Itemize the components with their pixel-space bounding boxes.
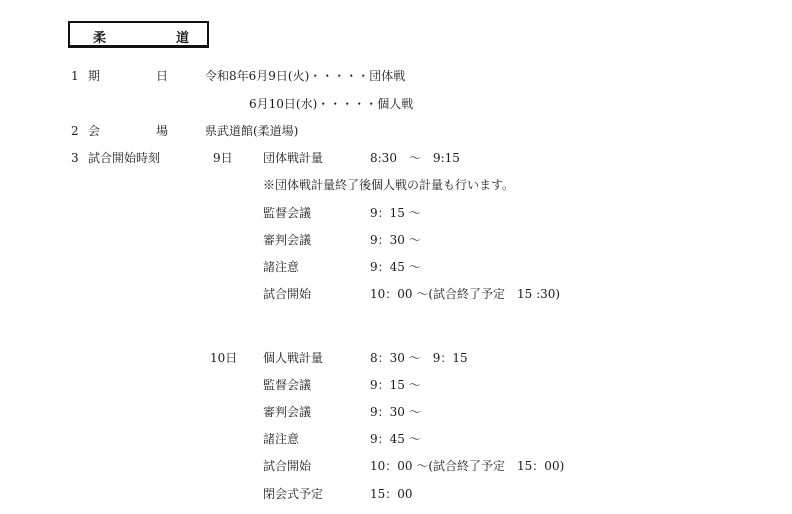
item-2-number: 2	[71, 124, 79, 138]
day-1-row-time: 8:30 ～ 9:15	[370, 151, 460, 165]
day-2-row-time: 10：00 ～(試合終了予定 15：00)	[370, 459, 565, 473]
day-1-row-name: 審判会議	[263, 233, 312, 247]
item-3-number: 3	[71, 151, 79, 165]
item-1-number: 1	[71, 69, 79, 83]
day-1-note: ※団体戦計量終了後個人戦の計量も行います。	[263, 178, 515, 192]
day-2-row-time: 15：00	[370, 487, 413, 501]
period-line-1: 令和8年6月9日(火)・・・・・団体戦	[205, 69, 406, 83]
day-1-row-name: 監督会議	[263, 206, 312, 220]
day-2-row-time: 9：15 ～	[370, 378, 421, 392]
day-1-label: 9日	[213, 151, 233, 165]
day-1-row-name: 団体戦計量	[263, 151, 324, 165]
day-1-row-name: 諸注意	[263, 260, 300, 274]
day-1-row-time: 10：00 ～(試合終了予定 15 :30)	[370, 287, 561, 301]
item-2-label-part-2: 場	[156, 124, 169, 138]
day-2-row-time: 9：45 ～	[370, 432, 421, 446]
title-char-2: 道	[176, 31, 190, 46]
day-2-row-time: 8：30 ～ 9：15	[370, 351, 468, 365]
title-char-1: 柔	[93, 31, 107, 46]
item-1-label-part-1: 期	[88, 69, 101, 83]
item-3-label: 試合開始時刻	[88, 151, 161, 165]
day-1-row-time: 9：15 ～	[370, 206, 421, 220]
day-2-row-name: 閉会式予定	[263, 487, 324, 501]
day-2-row-name: 監督会議	[263, 378, 312, 392]
section-title-box	[68, 21, 209, 48]
day-1-row-name: 試合開始	[263, 287, 312, 301]
day-1-row-time: 9：30 ～	[370, 233, 421, 247]
day-1-row-time: 9：45 ～	[370, 260, 421, 274]
item-1-label-part-2: 日	[156, 69, 169, 83]
venue-value: 県武道館(柔道場)	[205, 124, 299, 138]
day-2-row-name: 個人戦計量	[263, 351, 324, 365]
day-2-row-name: 審判会議	[263, 405, 312, 419]
period-line-2: 6月10日(水)・・・・・個人戦	[249, 97, 414, 111]
day-2-row-name: 諸注意	[263, 432, 300, 446]
day-2-row-name: 試合開始	[263, 459, 312, 473]
day-2-row-time: 9：30 ～	[370, 405, 421, 419]
day-2-label: 10日	[210, 351, 238, 365]
item-2-label-part-1: 会	[88, 124, 101, 138]
